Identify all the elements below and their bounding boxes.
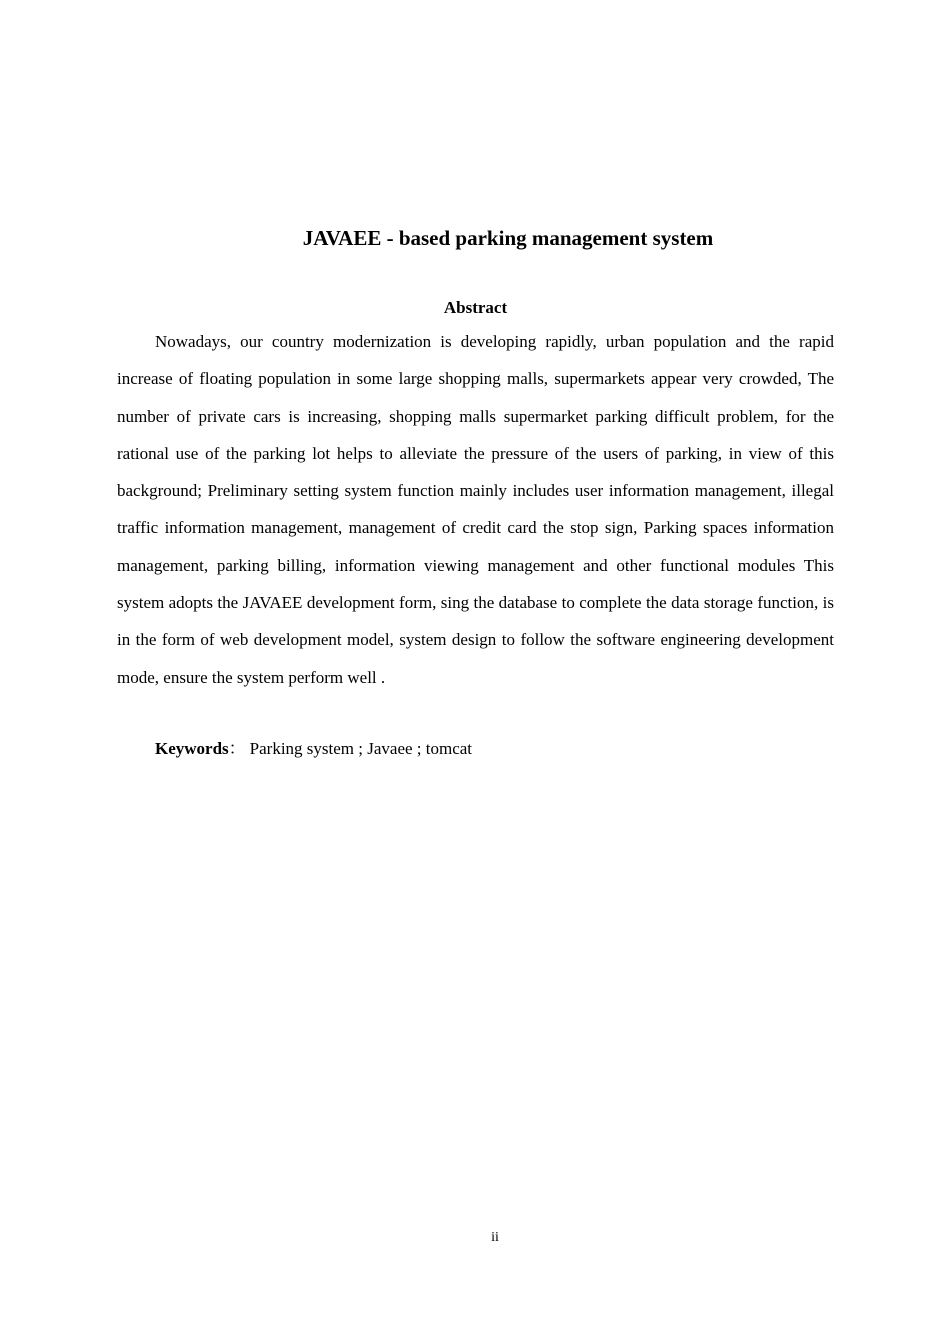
abstract-heading: Abstract — [443, 298, 508, 317]
keywords-label: Keywords — [155, 739, 229, 758]
page-number: ii — [491, 1230, 499, 1245]
keywords-separator: ： — [228, 739, 246, 758]
keywords-line — [155, 737, 834, 761]
keywords-value: Parking system ; Javaee ; tomcat — [249, 739, 473, 758]
abstract-body: Nowadays, our country modernization is developing rapidly, urban population and the rapid increase of floating population in some large shopping malls, supermarkets appear very crowded, The number of private cars is increasing, shopping malls supermarket parking difficult problem, for the rational use of the parking lot helps to alleviate the pressure of the users of parking, in view of this background; Preliminary setting system function mainly includes user information management, illegal traffic information management, management of credit card the stop sign, Parking spaces information management, parking billing, information viewing management and other functional modules This system adopts the JAVAEE development form, sing the database to complete the data storage function, is in the form of web development model, system design to follow the software engineering development mode, ensure the system perform well . — [117, 332, 834, 687]
paper-title: JAVAEE - based parking management system — [302, 226, 714, 250]
